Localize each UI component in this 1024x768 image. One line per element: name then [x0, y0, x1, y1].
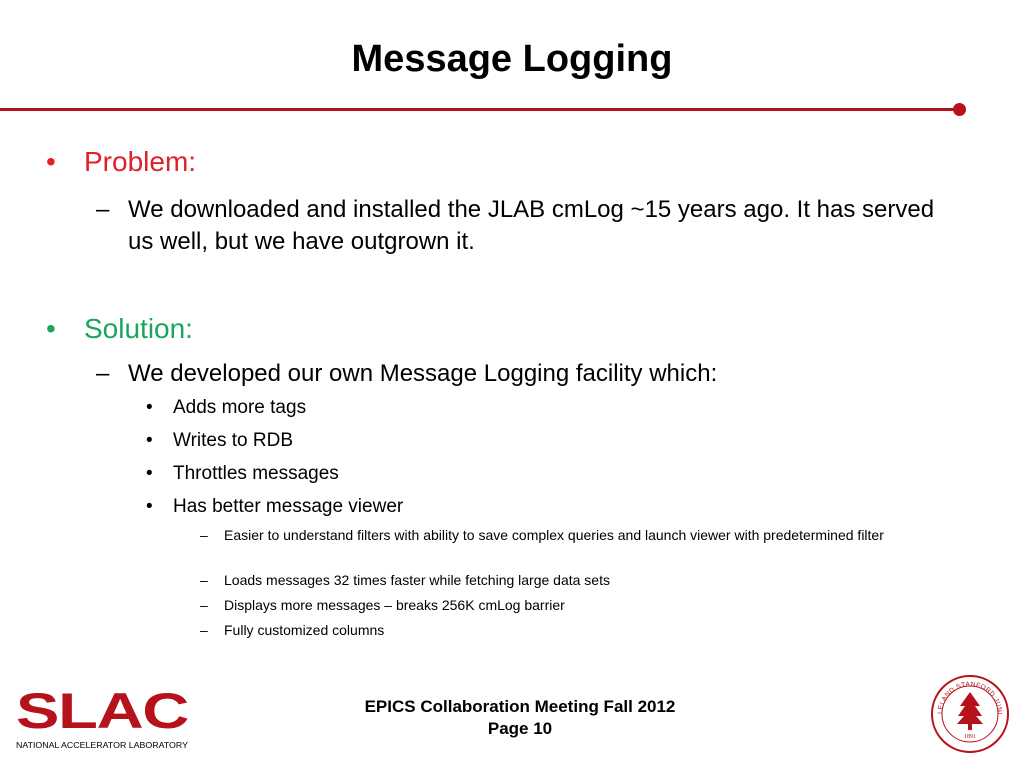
bullet-icon: •: [146, 496, 153, 517]
dash-icon: –: [200, 527, 208, 543]
bullet-icon: •: [146, 463, 153, 484]
feature-text: Adds more tags: [173, 397, 307, 418]
bullet-icon: •: [46, 146, 56, 177]
feature-text: Has better message viewer: [173, 496, 404, 517]
footer-meeting: EPICS Collaboration Meeting Fall 2012: [364, 697, 676, 716]
bullet-icon: •: [46, 313, 56, 344]
viewer-detail-item: [200, 525, 900, 545]
title-divider: [0, 108, 960, 111]
feature-text: Throttles messages: [173, 463, 339, 484]
viewer-detail-item: [200, 595, 900, 615]
viewer-detail-item: [200, 570, 900, 590]
slide-title: Message Logging: [351, 38, 673, 80]
seal-text: LELAND STANFORD JUNI: [936, 680, 1004, 715]
dash-icon: –: [200, 597, 208, 613]
slac-logo-wordmark: SLAC: [16, 683, 188, 739]
seal-year: 1891: [964, 734, 976, 740]
feature-text: Writes to RDB: [173, 430, 294, 451]
slac-logo-subtitle: NATIONAL ACCELERATOR LABORATORY: [16, 740, 189, 750]
solution-text: We developed our own Message Logging facility which:: [128, 360, 718, 387]
slac-logo: [16, 682, 196, 759]
viewer-detail-text: Loads messages 32 times faster while fetching large data sets: [224, 572, 610, 588]
viewer-detail-text: Fully customized columns: [224, 622, 385, 638]
dash-icon: –: [96, 196, 110, 223]
dash-icon: –: [96, 360, 110, 387]
problem-label: Problem:: [84, 146, 197, 177]
problem-text: We downloaded and installed the JLAB cmLog ~15 years ago. It has served us well, but we have outgrown it.: [128, 196, 935, 255]
footer-page-number: Page 10: [487, 719, 553, 738]
footer: [320, 696, 720, 740]
stanford-seal-icon: [930, 674, 1010, 759]
divider-end-dot: [953, 103, 966, 116]
bullet-icon: •: [146, 430, 153, 451]
solution-item: [96, 358, 956, 390]
bullet-icon: •: [146, 397, 153, 418]
problem-item: [96, 194, 956, 258]
viewer-detail-item: [200, 620, 900, 640]
viewer-detail-text: Easier to understand filters with ability to save complex queries and launch viewer with predetermined filter: [224, 527, 884, 543]
dash-icon: –: [200, 622, 208, 638]
dash-icon: –: [200, 572, 208, 588]
viewer-detail-text: Displays more messages – breaks 256K cmLog barrier: [224, 597, 565, 613]
solution-label: Solution:: [84, 313, 193, 344]
